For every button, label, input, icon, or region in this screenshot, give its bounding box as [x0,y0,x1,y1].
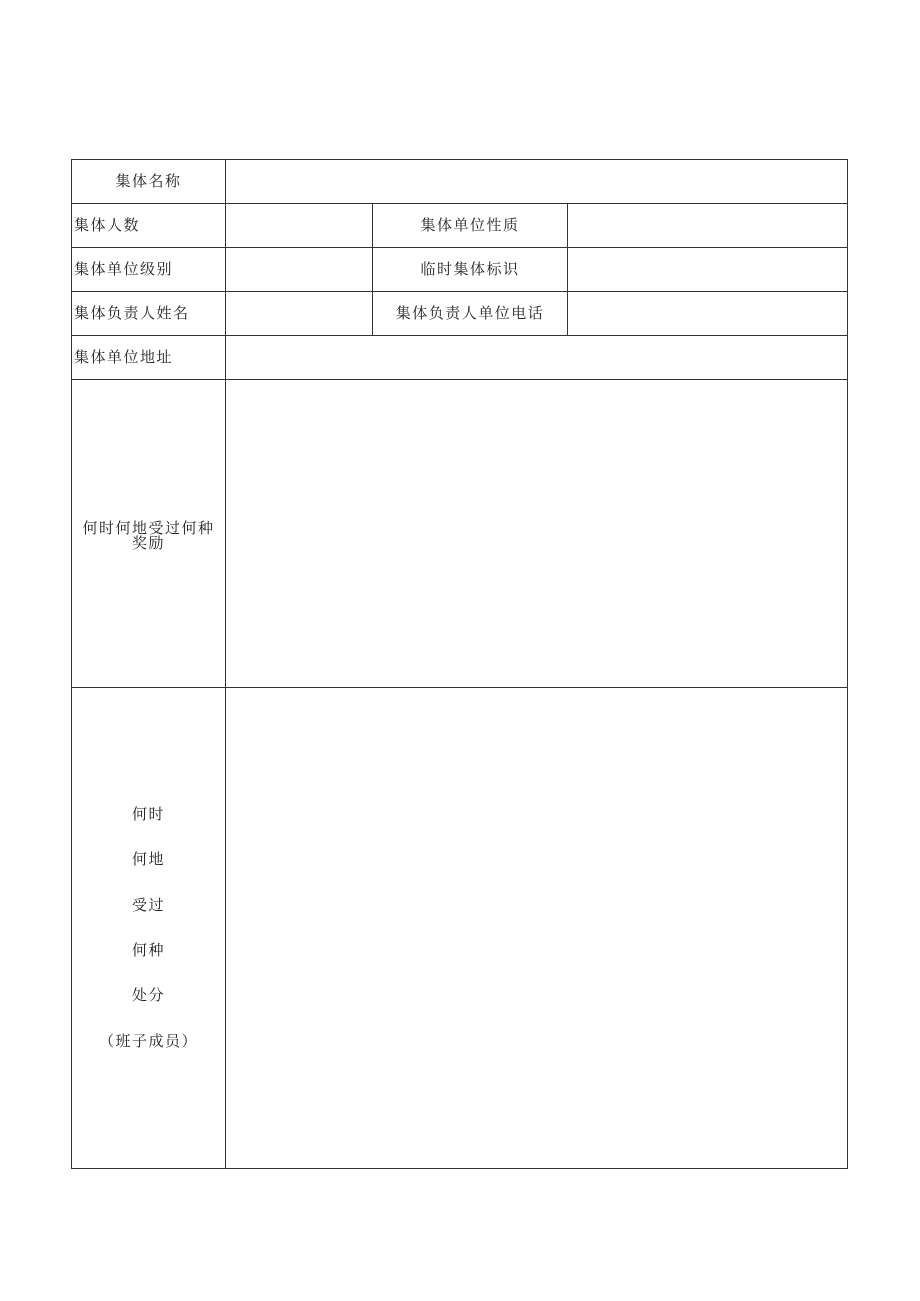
leader-phone-label: 集体负责人单位电话 [373,292,568,336]
row-awards [72,380,848,688]
row-member-count [72,204,848,248]
awards-field[interactable] [226,380,848,688]
group-info-form [71,159,848,1169]
unit-level-label: 集体单位级别 [72,248,226,292]
punishments-field[interactable] [226,688,848,1169]
row-unit-address [72,336,848,380]
punishments-label [72,688,226,1169]
leader-name-label: 集体负责人姓名 [72,292,226,336]
unit-level-field[interactable] [226,248,373,292]
temp-group-field[interactable] [568,248,848,292]
leader-phone-field[interactable] [568,292,848,336]
punishments-label-line: （班子成员） [98,1031,198,1050]
unit-nature-field[interactable] [568,204,848,248]
awards-label [72,380,226,688]
row-leader [72,292,848,336]
unit-address-label: 集体单位地址 [72,336,226,380]
group-name-field[interactable] [226,160,848,204]
awards-label-line-2: 奖励 [131,533,165,552]
punishments-label-line: 处分 [131,986,165,1005]
unit-nature-label: 集体单位性质 [373,204,568,248]
row-group-name [72,160,848,204]
group-name-label: 集体名称 [72,160,226,204]
awards-label-line-1: 何时何地受过何种 [82,518,215,537]
member-count-field[interactable] [226,204,373,248]
punishments-label-line: 受过 [131,895,165,914]
row-unit-level [72,248,848,292]
row-punishments [72,688,848,1169]
temp-group-label: 临时集体标识 [373,248,568,292]
member-count-label: 集体人数 [72,204,226,248]
punishments-label-line: 何时 [131,804,165,823]
unit-address-field[interactable] [226,336,848,380]
leader-name-field[interactable] [226,292,373,336]
punishments-label-line: 何种 [131,941,165,959]
punishments-label-line: 何地 [131,850,165,869]
